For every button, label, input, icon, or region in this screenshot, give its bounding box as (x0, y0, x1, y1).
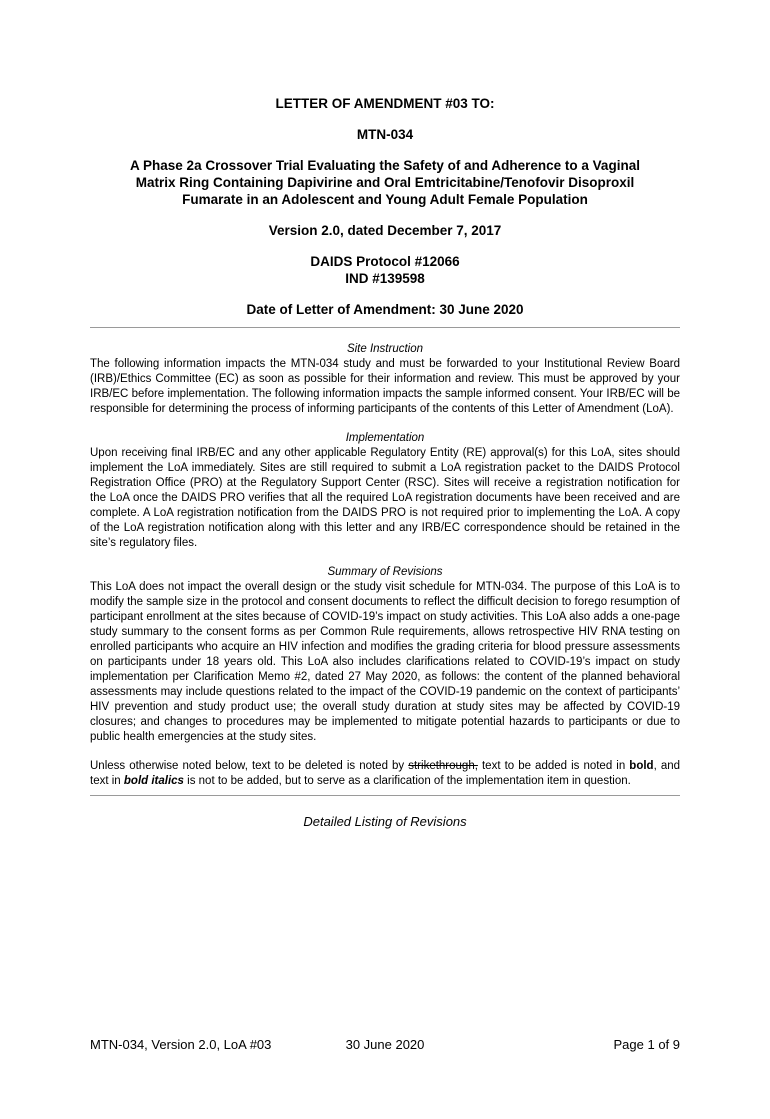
implementation-text: Upon receiving final IRB/EC and any other applicable Regulatory Entity (RE) approval(s) for this LoA, sites should implement the LoA immediately. Sites are still required to submit a LoA registration packet to the DAIDS Protocol Registration Office (PRO) at the Regulatory Support Center (RSC). Sites will receive a registration notification for the LoA once the DAIDS PRO verifies that all the required LoA registration documents have been received and are complete. A LoA registration notification from the DAIDS PRO is not required prior to implementing the LoA. A copy of the LoA registration notification along with this letter and any IRB/EC correspondence should be retained in the site’s regulatory files. (90, 447, 680, 549)
study-title-line: A Phase 2a Crossover Trial Evaluating the Safety of and Adherence to a Vaginal (130, 158, 640, 173)
study-title-line: Matrix Ring Containing Dapivirine and Oral Emtricitabine/Tenofovir Disoproxil (135, 175, 635, 190)
site-instruction-heading: Site Instruction (346, 343, 424, 355)
ind-number: IND #139598 (345, 271, 425, 286)
divider (90, 327, 680, 328)
bold-italic-example: bold italics (123, 775, 184, 787)
loa-date: Date of Letter of Amendment: 30 June 2020 (246, 302, 524, 317)
summary-text: This LoA does not impact the overall design or the study visit schedule for MTN-034. The purpose of this LoA is to modify the sample size in the protocol and consent documents to reflect the difficult decision to forego resumption of participant enrollment at the sites because of COVID-19’s impact on study activities. This LoA also adds a one-page study summary to the consent forms as per Common Rule requirements, allows retrospective HIV RNA testing on enrolled participants who acquire an HIV infection and modifies the grading criteria for blood pressure assessments on participants under 18 years old. This LoA also includes clarifications related to COVID-19’s impact on study implementation per Clarification Memo #2, dated 27 May 2020, as follows: the content of the planned behavioral assessments may include questions related to the impact of the COVID-19 pandemic on the context of participants’ HIV prevention and study product use; the overall study duration at study sites may be affected by COVID-19 closures; and changes to procedures may be implemented to mitigate potential hazards to participants or due to public health emergencies at the study sites. (90, 581, 680, 743)
notation-text: is not to be added, but to serve as a clarification of the implementation item in question. (183, 775, 631, 787)
footer-date: 30 June 2020 (345, 1037, 425, 1052)
bold-example: bold (629, 760, 654, 772)
page-footer (90, 1037, 680, 1053)
version-line: Version 2.0, dated December 7, 2017 (268, 223, 502, 238)
notation-paragraph (90, 759, 680, 789)
notation-text: Unless otherwise noted below, text to be deleted is noted by (90, 760, 409, 772)
notation-text: , and text in (90, 760, 681, 787)
study-title (90, 157, 680, 208)
detailed-listing-heading: Detailed Listing of Revisions (303, 814, 467, 829)
footer-page-number: Page 1 of 9 (613, 1037, 680, 1052)
loa-heading: LETTER OF AMENDMENT #03 TO: (275, 96, 495, 111)
footer-protocol: MTN-034, Version 2.0, LoA #03 (90, 1037, 272, 1052)
protocol-ids (90, 253, 680, 287)
document-page (0, 95, 770, 1119)
daids-protocol: DAIDS Protocol #12066 (310, 254, 460, 269)
summary-heading: Summary of Revisions (327, 566, 443, 578)
implementation-heading: Implementation (345, 432, 425, 444)
protocol-number: MTN-034 (356, 127, 414, 142)
strikethrough-example: strikethrough, (408, 760, 478, 772)
study-title-line: Fumarate in an Adolescent and Young Adult Female Population (182, 192, 588, 207)
divider (90, 795, 680, 796)
notation-text: text to be added is noted in (477, 760, 630, 772)
site-instruction-text: The following information impacts the MTN-034 study and must be forwarded to your Institutional Review Board (IRB)/Ethics Committee (EC) as soon as possible for their information and review. This must be approved by your IRB/EC before implementation. The following information impacts the sample informed consent. Your IRB/EC will be responsible for determining the process of informing participants of the contents of this Letter of Amendment (LoA). (90, 358, 680, 415)
